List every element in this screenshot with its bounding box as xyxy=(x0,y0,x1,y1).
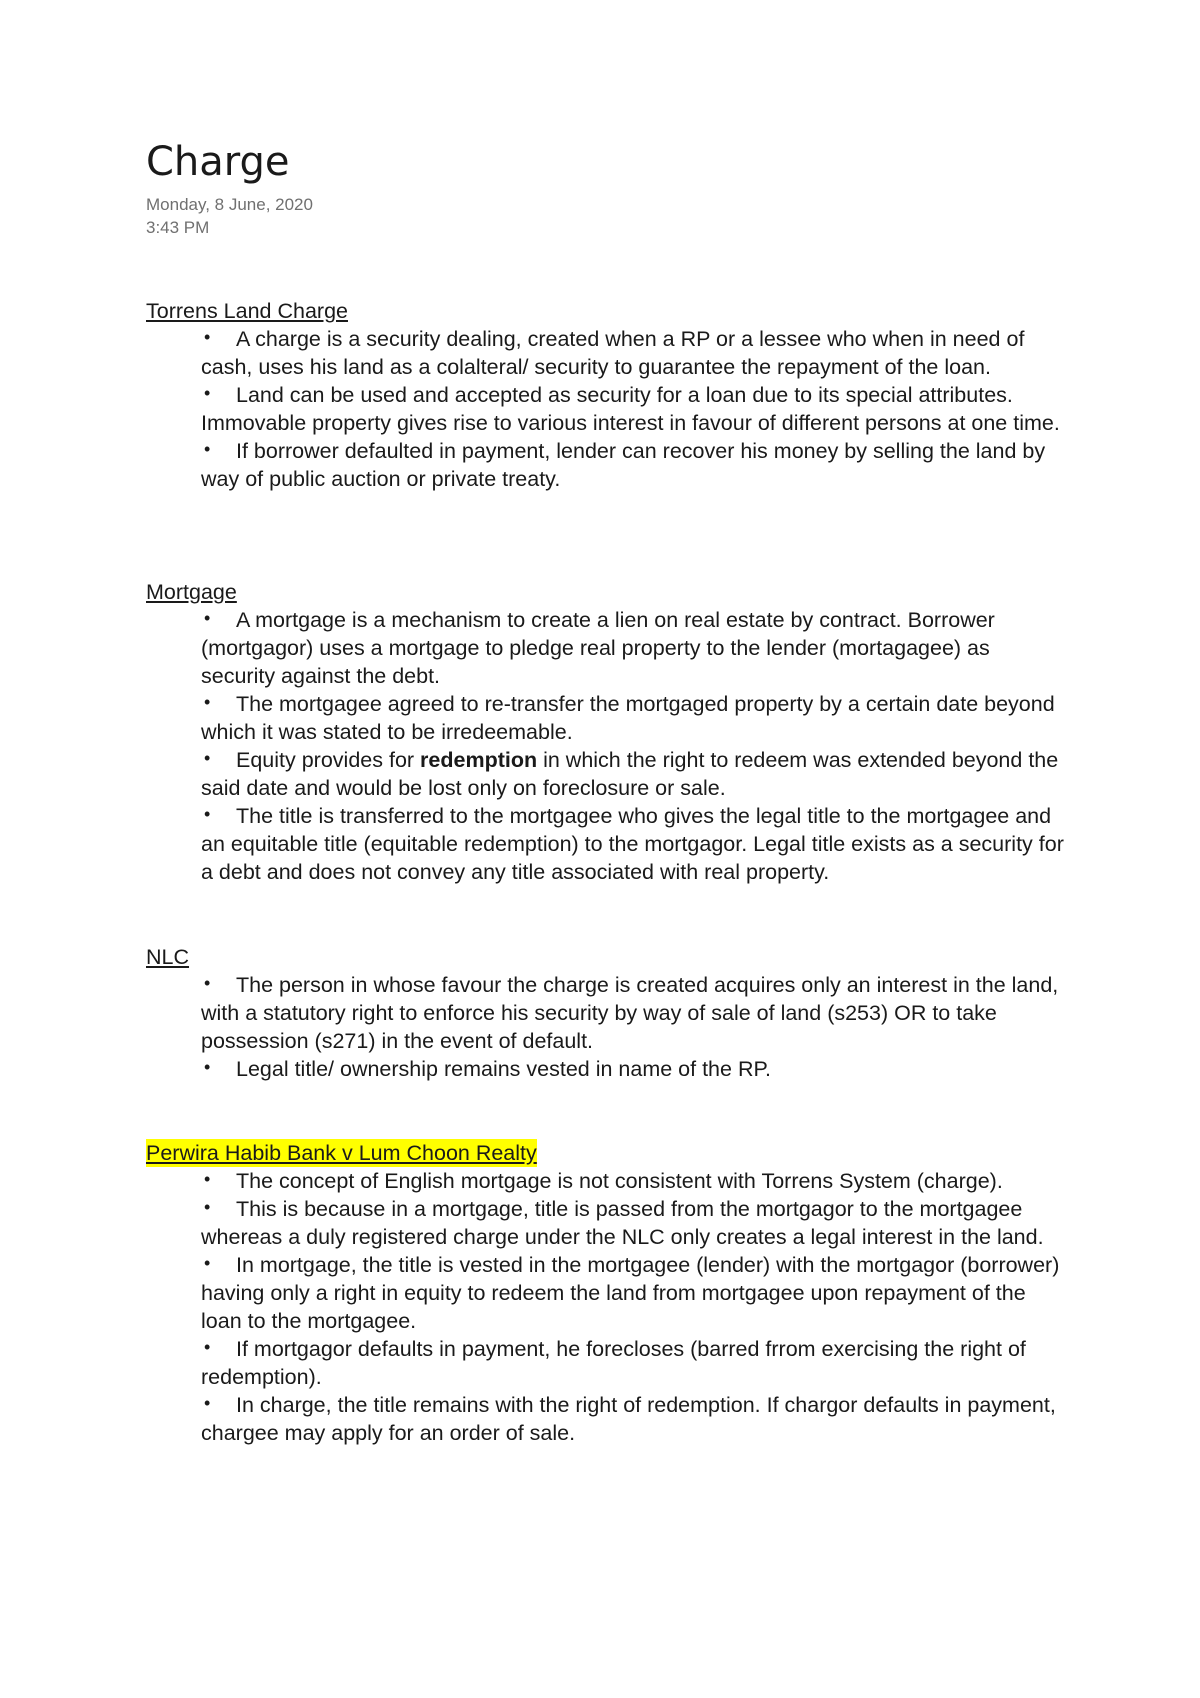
list-item-text: The mortgagee agreed to re-transfer the mortgaged property by a certain date beyond which it was stated to be irredeemable. xyxy=(201,692,1055,744)
list-item-text: If mortgagor defaults in payment, he forecloses (barred frrom exercising the right of redemption). xyxy=(201,1337,1026,1389)
list-item-text: This is because in a mortgage, title is passed from the mortgagor to the mortgagee whereas a duly registered charge under the NLC only creates a legal interest in the land. xyxy=(201,1197,1044,1249)
list-item xyxy=(201,1335,1066,1391)
list-item xyxy=(201,1195,1066,1251)
bullet-list xyxy=(146,325,1066,493)
list-item-text: In mortgage, the title is vested in the mortgagee (lender) with the mortgagor (borrower) having only a right in equity to redeem the land from mortgagee upon repayment of the loan to the mortgagee. xyxy=(201,1253,1060,1333)
list-item-text: in which the right to redeem was extended beyond the said date and would be lost only on foreclosure or sale. xyxy=(201,748,1059,800)
note-date: Monday, 8 June, 2020 xyxy=(146,195,313,214)
list-item-text: Land can be used and accepted as security for a loan due to its special attributes. Immovable property gives rise to various interest in favour of different persons at one time. xyxy=(201,383,1060,435)
list-item xyxy=(201,1055,1066,1083)
bullet-list xyxy=(146,606,1066,886)
list-item xyxy=(201,381,1066,437)
list-item-text: If borrower defaulted in payment, lender can recover his money by selling the land by way of public auction or private treaty. xyxy=(201,439,1046,491)
list-item-text: In charge, the title remains with the right of redemption. If chargor defaults in payment, chargee may apply for an order of sale. xyxy=(201,1393,1056,1445)
list-item xyxy=(201,1251,1066,1335)
list-item-text: A charge is a security dealing, created when a RP or a lessee who when in need of cash, uses his land as a colalteral/ security to guarantee the repayment of the loan. xyxy=(201,327,1025,379)
section-heading: Mortgage xyxy=(146,580,237,604)
list-item-text: The person in whose favour the charge is created acquires only an interest in the land, with a statutory right to enforce his security by way of sale of land (s253) OR to take possession (s271) in the event of default. xyxy=(201,973,1059,1053)
list-item-text: Legal title/ ownership remains vested in name of the RP. xyxy=(236,1057,772,1081)
page-title: Charge xyxy=(146,139,290,185)
section-nlc xyxy=(146,943,1066,1083)
list-item-text: A mortgage is a mechanism to create a lien on real estate by contract. Borrower (mortgagor) uses a mortgage to pledge real property to the lender (mortagagee) as security against the debt. xyxy=(201,608,995,688)
list-item xyxy=(201,802,1066,886)
note-time: 3:43 PM xyxy=(146,218,210,237)
section-heading-highlighted: Perwira Habib Bank v Lum Choon Realty xyxy=(146,1141,537,1165)
list-item xyxy=(201,690,1066,746)
list-item xyxy=(201,746,1066,802)
list-item xyxy=(201,971,1066,1055)
list-item xyxy=(201,606,1066,690)
list-item-text: Equity provides for xyxy=(236,748,421,772)
bold-term: redemption xyxy=(420,748,538,772)
list-item xyxy=(201,1391,1066,1447)
bullet-list xyxy=(146,1167,1066,1447)
bullet-list xyxy=(146,971,1066,1083)
list-item xyxy=(201,1167,1066,1195)
list-item xyxy=(201,325,1066,381)
section-heading: NLC xyxy=(146,945,190,969)
list-item-text: The concept of English mortgage is not consistent with Torrens System (charge). xyxy=(236,1169,1003,1193)
list-item-text: The title is transferred to the mortgagee who gives the legal title to the mortgagee and an equitable title (equitable redemption) to the mortgagor. Legal title exists as a security for a debt and does not convey any title associated with real property. xyxy=(201,804,1064,884)
section-torrens-land-charge xyxy=(146,297,1066,493)
section-case-perwira-habib-bank xyxy=(146,1139,1066,1447)
section-heading: Torrens Land Charge xyxy=(146,299,348,323)
section-mortgage xyxy=(146,578,1066,886)
list-item xyxy=(201,437,1066,493)
